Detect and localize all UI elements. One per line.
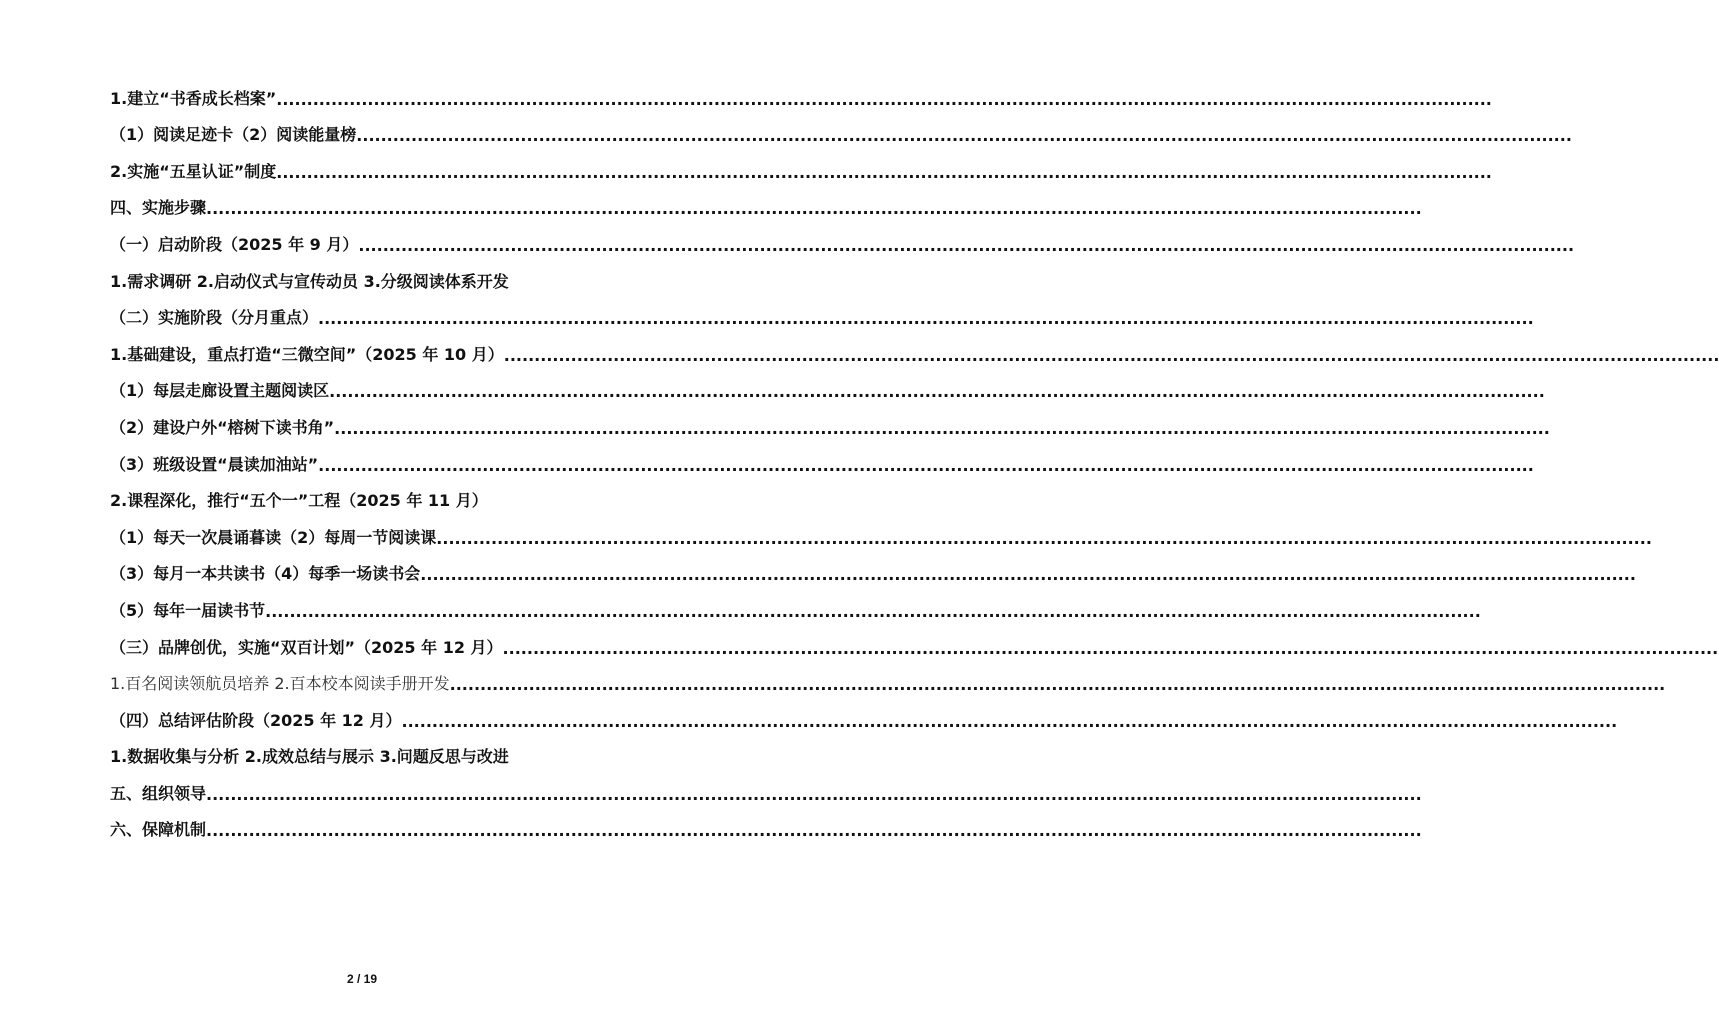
toc-entry-title: （1）每天一次晨诵暮读（2）每周一节阅读课 xyxy=(110,527,437,547)
toc-entry-title: （3）班级设置“晨读加油站” xyxy=(110,454,319,474)
toc-dot-leader: ........................................................................................................................................................................................................ xyxy=(206,784,1422,804)
toc-dot-leader: ........................................................................................................................................................................................................ xyxy=(329,382,1545,402)
toc-entry-title: （二）实施阶段（分月重点） xyxy=(110,308,319,328)
toc-entry-title: 1.需求调研 2.启动仪式与宣传动员 3.分级阅读体系开发 xyxy=(110,271,509,291)
toc-entry-title: （一）启动阶段（2025 年 9 月） xyxy=(110,234,359,254)
toc-entry[interactable] xyxy=(110,440,1534,477)
toc-entry[interactable] xyxy=(110,220,1575,257)
toc-entry[interactable] xyxy=(110,586,1481,623)
toc-entry[interactable] xyxy=(110,294,1534,331)
toc-entry-title: （四）总结评估阶段（2025 年 12 月） xyxy=(110,710,402,730)
toc-entry-title: 四、实施步骤 xyxy=(110,198,207,218)
toc-dot-leader: ........................................................................................................................................................................................................ xyxy=(276,89,1492,109)
toc-entry[interactable] xyxy=(110,111,1572,148)
toc-entry[interactable] xyxy=(110,184,1422,221)
toc-entry[interactable] xyxy=(110,806,1422,843)
toc-entry-title: （5）每年一届读书节 xyxy=(110,600,266,620)
toc-entry-title: 1.建立“书香成长档案” xyxy=(110,88,277,108)
toc-entry[interactable] xyxy=(110,550,1636,587)
toc-entry-title: （1）阅读足迹卡（2）阅读能量榜 xyxy=(110,125,357,145)
toc-entry-title: （三）品牌创优，实施“双百计划”（2025 年 12 月） xyxy=(110,637,503,657)
toc-dot-leader: ........................................................................................................................................................................................................ xyxy=(449,675,1666,695)
toc-entry-title: 1.百名阅读领航员培养 2.百本校本阅读手册开发 xyxy=(110,674,450,694)
toc-entry-title: 五、组织领导 xyxy=(110,783,207,803)
toc-entry-title: 六、保障机制 xyxy=(110,820,207,840)
toc-entry[interactable] xyxy=(110,147,1492,184)
toc-entry-title: （1）每层走廊设置主题阅读区 xyxy=(110,381,330,401)
toc-entry-title: （3）每月一本共读书（4）每季一场读书会 xyxy=(110,564,421,584)
page-number: 2 / 19 xyxy=(346,972,378,986)
toc-entry[interactable] xyxy=(110,74,1492,111)
toc-dot-leader: ........................................................................................................................................................................................................ xyxy=(206,821,1422,841)
toc-dot-leader: ........................................................................................................................................................................................................ xyxy=(358,235,1575,255)
toc-dot-leader: ........................................................................................................................................................................................................ xyxy=(401,711,1618,731)
toc-entry[interactable] xyxy=(110,403,1550,440)
toc-entry-title: 2.课程深化，推行“五个一”工程（2025 年 11 月） xyxy=(110,491,488,511)
toc-dot-leader: ........................................................................................................................................................................................................ xyxy=(502,638,1719,658)
toc-dot-leader: ........................................................................................................................................................................................................ xyxy=(276,162,1492,182)
toc-dot-leader: ........................................................................................................................................................................................................ xyxy=(356,126,1572,146)
toc-entry[interactable] xyxy=(110,733,598,770)
toc-entry[interactable] xyxy=(110,477,598,514)
toc-dot-leader: ........................................................................................................................................................................................................ xyxy=(334,418,1550,438)
toc-entry-title: （2）建设户外“榕树下读书角” xyxy=(110,417,335,437)
toc-entry[interactable] xyxy=(110,257,598,294)
toc-entry[interactable] xyxy=(110,660,1666,697)
toc-dot-leader: ........................................................................................................................................................................................................ xyxy=(206,199,1422,219)
toc-entry[interactable] xyxy=(110,769,1422,806)
toc-entry[interactable] xyxy=(110,696,1618,733)
toc-entry-title: 1.基础建设，重点打造“三微空间”（2025 年 10 月） xyxy=(110,344,504,364)
toc-entry-title: 2.实施“五星认证”制度 xyxy=(110,161,277,181)
toc-entry-title: 1.数据收集与分析 2.成效总结与展示 3.问题反思与改进 xyxy=(110,747,509,767)
toc-dot-leader: ........................................................................................................................................................................................................ xyxy=(436,528,1652,548)
toc-dot-leader: ........................................................................................................................................................................................................ xyxy=(318,455,1534,475)
table-of-contents xyxy=(110,74,1719,842)
toc-dot-leader: ........................................................................................................................................................................................................ xyxy=(318,309,1534,329)
toc-dot-leader: ........................................................................................................................................................................................................ xyxy=(265,601,1481,621)
toc-entry[interactable] xyxy=(110,367,1545,404)
toc-entry[interactable] xyxy=(110,623,1719,660)
toc-dot-leader: ........................................................................................................................................................................................................ xyxy=(503,345,1719,365)
toc-dot-leader: ........................................................................................................................................................................................................ xyxy=(420,565,1636,585)
toc-entry[interactable] xyxy=(110,330,1719,367)
toc-entry[interactable] xyxy=(110,513,1652,550)
